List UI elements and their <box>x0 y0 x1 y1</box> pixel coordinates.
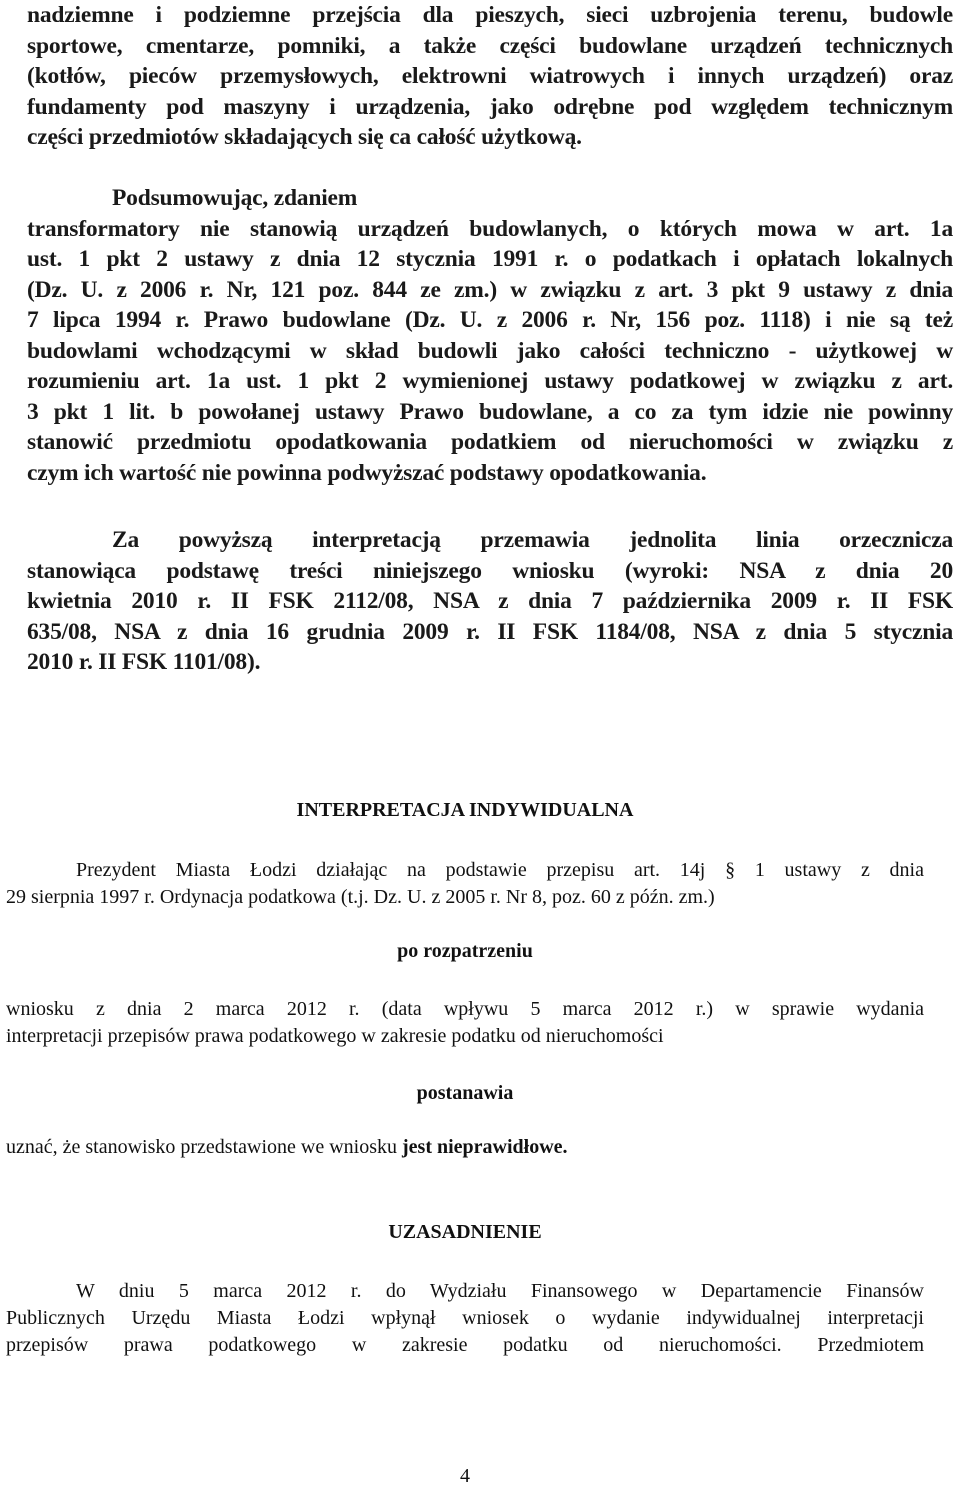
decision-text: uznać, że stanowisko przedstawione we wniosku <box>6 1136 402 1158</box>
request-paragraph <box>6 996 924 1050</box>
decides-heading: postanawia <box>416 1082 514 1104</box>
scanned-paragraph-2 <box>27 183 953 488</box>
decision-verdict: jest nieprawidłowe. <box>402 1136 568 1158</box>
intro-paragraph <box>6 857 924 911</box>
text-line: Za powyższą interpretacją przemawia jednolita linia orzecznicza <box>112 527 953 553</box>
text-line: sportowe, cmentarze, pomniki, a także części budowlane urządzeń technicznych <box>27 32 953 59</box>
scanned-paragraph-1 <box>27 0 953 153</box>
after-review-heading: po rozpatrzeniu <box>397 940 533 962</box>
text-line: 2010 r. II FSK 1101/08). <box>27 649 261 675</box>
text-line: ust. 1 pkt 2 ustawy z dnia 12 stycznia 1991 r. o podatkach i opłatach lokalnych <box>27 246 953 272</box>
text-line: rozumieniu art. 1a ust. 1 pkt 2 wymienionej ustawy podatkowej w związku z art. <box>27 368 953 394</box>
scanned-paragraph-3 <box>27 525 953 678</box>
text-line: (kotłów, pieców przemysłowych, elektrowni wiatrowych i innych urządzeń) oraz <box>27 63 953 89</box>
text-line: nadziemne i podziemne przejścia dla pieszych, sieci uzbrojenia terenu, budowle <box>27 2 953 28</box>
text-line: 3 pkt 1 lit. b powołanej ustawy Prawo budowlane, a co za tym idzie nie powinny <box>27 398 953 425</box>
justification-heading: UZASADNIENIE <box>388 1221 542 1243</box>
text-line: budowlami wchodzącymi w skład budowli jako całości techniczno - użytkowej w <box>27 337 953 364</box>
text-line: Prezydent Miasta Łodzi działając na podstawie przepisu art. 14j § 1 ustawy z dnia <box>76 859 924 881</box>
text-line: stanowić przedmiotu opodatkowania podatkiem od nieruchomości w związku z <box>27 429 953 455</box>
text-line: W dniu 5 marca 2012 r. do Wydziału Finansowego w Departamencie Finansów <box>76 1280 924 1302</box>
text-line: (Dz. U. z 2006 r. Nr, 121 poz. 844 ze zm.) w związku z art. 3 pkt 9 ustawy z dnia <box>27 276 953 303</box>
text-line: 29 sierpnia 1997 r. Ordynacja podatkowa (t.j. Dz. U. z 2005 r. Nr 8, poz. 60 z późn. zm.) <box>6 886 715 908</box>
text-line: 7 lipca 1994 r. Prawo budowlane (Dz. U. z 2006 r. Nr, 156 poz. 1118) i nie są też <box>27 307 953 333</box>
text-line: 635/08, NSA z dnia 16 grudnia 2009 r. II FSK 1184/08, NSA z dnia 5 stycznia <box>27 618 953 645</box>
document-heading: INTERPRETACJA INDYWIDUALNA <box>296 799 634 821</box>
text-line: przepisów prawa podatkowego w zakresie podatku od nieruchomości. Przedmiotem <box>6 1334 924 1356</box>
text-line: Publicznych Urzędu Miasta Łodzi wpłynął wniosek o wydanie indywidualnej interpretacji <box>6 1307 924 1329</box>
text-line: fundamenty pod maszyny i urządzenia, jako odrębne pod względem technicznym <box>27 93 953 120</box>
justification-paragraph <box>6 1278 924 1359</box>
text-line: Podsumowując, zdaniem <box>112 185 358 211</box>
text-line: transformatory nie stanowią urządzeń budowlanych, o których mowa w art. 1a <box>27 215 953 242</box>
text-line: wniosku z dnia 2 marca 2012 r. (data wpływu 5 marca 2012 r.) w sprawie wydania <box>6 998 924 1020</box>
text-line: części przedmiotów składających się ca całość użytkową. <box>27 124 582 150</box>
page-number: 4 <box>460 1465 470 1487</box>
text-line: interpretacji przepisów prawa podatkowego w zakresie podatku od nieruchomości <box>6 1025 664 1047</box>
decision-sentence <box>6 1136 568 1159</box>
text-line: kwietnia 2010 r. II FSK 2112/08, NSA z dnia 7 października 2009 r. II FSK <box>27 588 953 614</box>
text-line: czym ich wartość nie powinna podwyższać podstawy opodatkowania. <box>27 459 707 486</box>
text-line: stanowiąca podstawę treści niniejszego wniosku (wyroki: NSA z dnia 20 <box>27 557 953 584</box>
